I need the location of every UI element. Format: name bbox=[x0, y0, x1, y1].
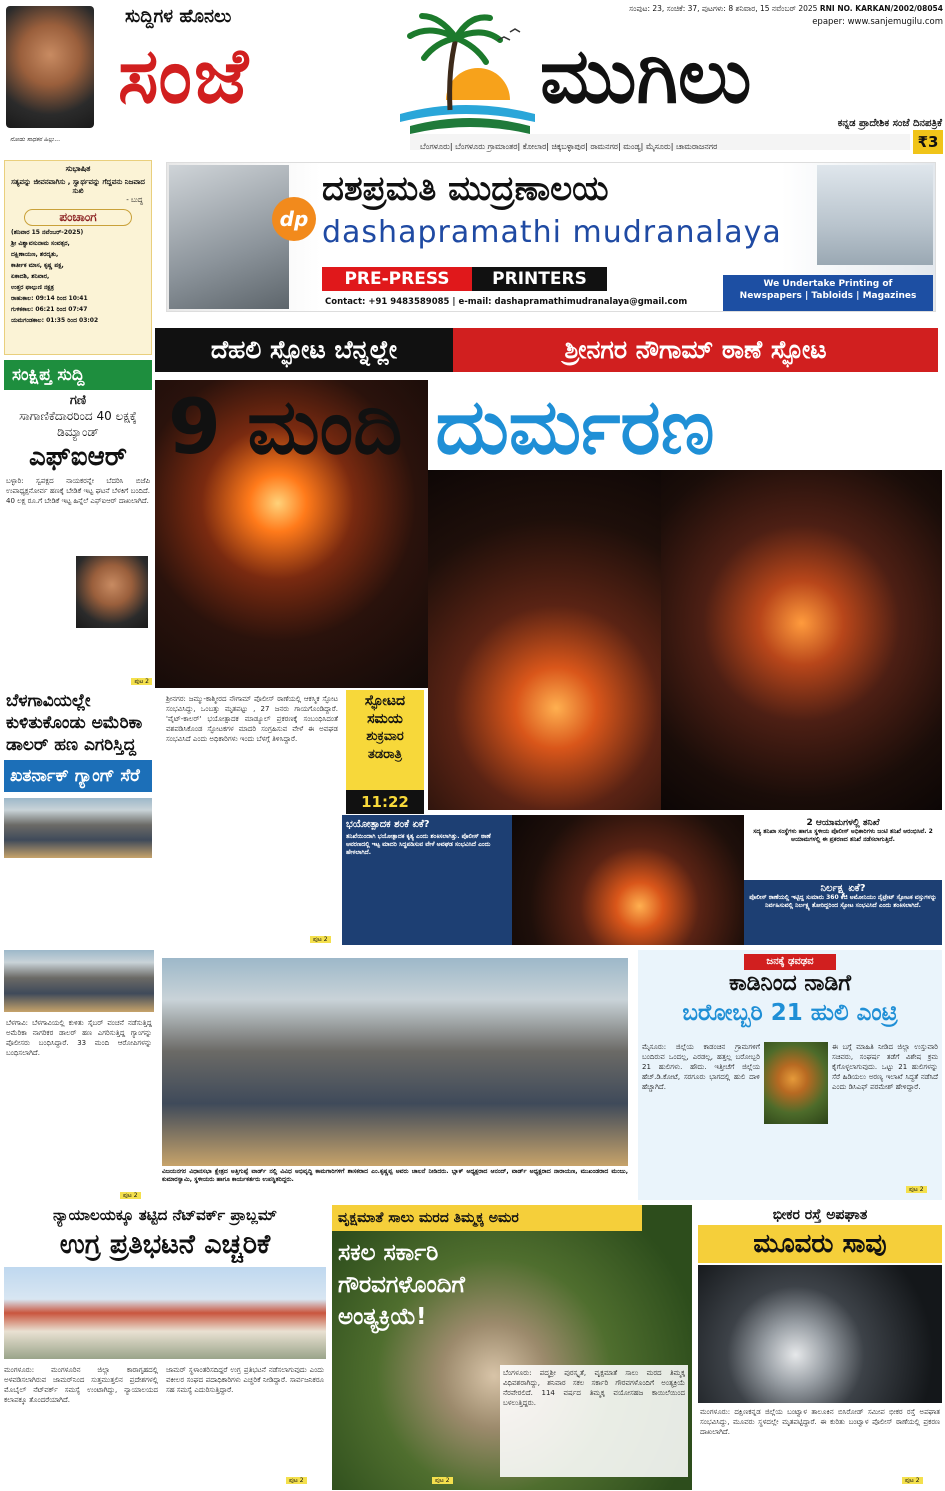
tiger-photo bbox=[764, 1042, 828, 1124]
continue-link[interactable]: ಪುಟ 2 bbox=[902, 1477, 923, 1484]
epaper-link[interactable]: epaper: www.sanjemugilu.com bbox=[812, 17, 943, 27]
tiger-story bbox=[638, 950, 942, 1200]
panchanga-item: ಏಕಾದಶಿ, ಶನಿವಾರ, bbox=[11, 273, 50, 280]
gulikakala bbox=[11, 306, 145, 314]
ad-undertake: We Undertake Printing of bbox=[763, 279, 893, 289]
price-badge: ₹3 bbox=[913, 130, 943, 154]
tiger-body-1: ಮೈಸೂರು: ಜಿಲ್ಲೆಯ ಕಾಡಂಚಿನ ಗ್ರಾಮಗಳಿಗೆ ಬಂದಿರುವ ಒಂದಲ್ಲ, ಎರಡಲ್ಲ, ಹತ್ತಲ್ಲ ಬರೋಬ್ಬರಿ 21 ಹುಲಿಗಳು. ಹೌದು. ಇತ್ತೀಚೆಗೆ ಜಿಲ್ಲೆಯ ಹೆಚ್.ಡಿ.ಕೋಟೆ, ಸರಗೂರು ಭಾಗದಲ್ಲಿ ಹುಲಿ ದಾಳಿ ಹೆಚ್ಚಾಗಿದೆ. bbox=[642, 1043, 760, 1091]
masthead-name-right: ಮುಗಿಲು bbox=[540, 31, 752, 120]
ad-tag-printers: PRINTERS bbox=[472, 267, 607, 291]
subhashita-author: - ಬುದ್ಧ bbox=[126, 196, 143, 204]
continue-link[interactable]: ಪುಟ 2 bbox=[131, 678, 152, 685]
gang-body-text: ಬೆಳಗಾವಿ: ಬೆಳಗಾವಿಯಲ್ಲಿ ಕುಳಿತು ಸೈಬರ್ ವಂಚನೆ ನಡೆಸುತ್ತಿದ್ದ ಅಮೆರಿಕಾ ನಾಗರಿಕರ ಡಾಲರ್ ಹಣ ಎಗರಿಸುತ್ತಿದ್ದ ಗ್ಯಾಂಗನ್ನು ಪೊಲೀಸರು ಬಂಧಿಸಿದ್ದಾರೆ. 33 ಮಂದಿ ಆರೋಪಿಗಳನ್ನು ಬಂಧಿಸಲಾಗಿದೆ. bbox=[6, 1019, 152, 1057]
brief-body: ಬಳ್ಳಾರಿ: ಸ್ವಪಕ್ಷದ ನಾಯಕರನ್ನೇ ಬೆದರಿಸಿ ಬಿಜೆಪಿ ಉಪಾಧ್ಯಕ್ಷನೋರ್ವ ಹಣಕ್ಕೆ ಬೇಡಿಕೆ ಇಟ್ಟ ಘಟನೆ ಬೆಳಕಿಗೆ ಬಂದಿದೆ. 40 ಲಕ್ಷ ರೂ.ಗೆ ಬೇಡಿಕೆ ಇಟ್ಟ ಹಿನ್ನೆಲೆ ಎಫ್‌ಐಆರ್ ದಾಖಲಾಗಿದೆ. bbox=[6, 477, 150, 505]
brief-header: ಸಂಕ್ಷಿಪ್ತ ಸುದ್ದಿ bbox=[4, 360, 152, 390]
terror-photo bbox=[512, 815, 744, 945]
lead-kicker-left: ದೆಹಲಿ ಸ್ಫೋಟ ಬೆನ್ನಲ್ಲೇ bbox=[155, 328, 453, 372]
editor-photo bbox=[6, 6, 94, 128]
ad-contact: Contact: +91 9483589085 | e-mail: dashapramathimudranalaya@gmail.com bbox=[325, 297, 688, 307]
subhashita-header: ಸುಭಾಷಿತ bbox=[65, 164, 91, 173]
masthead-tagline: ಸುದ್ದಿಗಳ ಹೊನಲು bbox=[125, 6, 232, 27]
accident-story bbox=[698, 1205, 942, 1490]
blast-time: 11:22 bbox=[346, 790, 424, 814]
panchanga-title: ಪಂಚಾಂಗ bbox=[24, 209, 132, 226]
court-kicker: ನ್ಯಾಯಾಲಯಕ್ಕೂ ತಟ್ಟಿದ ನೆಟ್‌ವರ್ಕ್ ಪ್ರಾಬ್ಲಮ್ bbox=[52, 1206, 278, 1224]
slogan: ನೋಡು ಸಾಧಕನ ಹಿಲ್ಲು... bbox=[10, 136, 61, 143]
brief-sub: ಸಾಗಾಣಿಕೆದಾರರಿಂದ 40 ಲಕ್ಷಕ್ಕೆ ಡಿಮ್ಯಾಂಡ್ bbox=[19, 409, 137, 439]
brief-more[interactable] bbox=[4, 678, 152, 686]
ad-title-en: dashapramathi mudranalaya bbox=[322, 215, 782, 250]
p1-body: ಸದ್ಯ ತನಿಖಾ ಸಂಸ್ಥೆಗಳು ಹಾಗೂ ಸ್ಥಳೀಯ ಪೊಲೀಸ್ ಅಧಿಕಾರಿಗಳು ಜಂಟಿ ತನಿಖೆ ಆರಂಭಿಸಿವೆ. 2 ಆಯಾಮಗಳಲ್ಲಿ ಈ ಪ್ರಕರಣದ ತನಿಖೆ ನಡೆಸಲಾಗುತ್ತಿದೆ. bbox=[753, 828, 933, 843]
ad-title-kn: ದಶಪ್ರಮತಿ ಮುದ್ರಣಾಲಯ bbox=[322, 169, 609, 209]
printer-photo bbox=[817, 165, 933, 265]
tiger-kicker: ಜನಕ್ಕೆ ಢವಢವ bbox=[744, 954, 836, 970]
thimmakka-story bbox=[332, 1205, 692, 1490]
regions-text: ಬೆಂಗಳೂರು| ಬೆಂಗಳೂರು ಗ್ರಾಮಾಂತರ| ಕೋಲಾರ| ಚಿಕ್ಕಬಳ್ಳಾಪುರ| ರಾಮನಗರ| ಮಂಡ್ಯ| ಮೈಸೂರು| ಚಾಮರಾಜನಗರ bbox=[420, 142, 718, 151]
tiger-body-2: ಈ ಬಗ್ಗೆ ಮಾಹಿತಿ ನೀಡಿದ ಜಿಲ್ಲಾ ಉಸ್ತುವಾರಿ ಸಚಿವರು, ಸಂಘರ್ಷ ತಡೆಗೆ ವಿಶೇಷ ಕ್ರಮ ಕೈಗೊಳ್ಳಲಾಗುವುದು. ಒಟ್ಟು 21 ಹುಲಿಗಳನ್ನು ಸೆರೆ ಹಿಡಿಯಲು ಅರಣ್ಯ ಇಲಾಖೆ ಸಿದ್ಧತೆ ನಡೆಸಿದೆ ಎಂದು ಡಿಸಿಎಫ್ ಪರಮೇಶ್ ಹೇಳಿದ್ದಾರೆ. bbox=[832, 1043, 938, 1091]
subhashita-box bbox=[4, 160, 152, 355]
sunrise-palm-logo bbox=[390, 10, 540, 140]
regions-strip bbox=[410, 134, 910, 150]
rahukala bbox=[11, 295, 145, 303]
panchanga-item: ದಕ್ಷಿಣಾಯಣ, ಶರದೃತು, bbox=[11, 251, 59, 258]
issue-line bbox=[565, 4, 943, 14]
accident-more[interactable] bbox=[902, 1477, 923, 1485]
investigation-panel bbox=[744, 815, 942, 880]
tiger-headline1: ಕಾಡಿನಿಂದ ನಾಡಿಗೆ bbox=[728, 971, 851, 996]
court-body-2: ಜಾಮರ್ ಸ್ಥಳಾಂತರಿಸದಿದ್ದರೆ ಉಗ್ರ ಪ್ರತಿಭಟನೆ ನಡೆಸಲಾಗುವುದು ಎಂದು ವಕೀಲರ ಸಂಘದ ಪದಾಧಿಕಾರಿಗಳು ಎಚ್ಚರಿಕೆ ನೀಡಿದ್ದಾರೆ. ಸಾರ್ವಜನಿಕರೂ ಸಹ ಸಮಸ್ಯೆ ಎದುರಿಸುತ್ತಿದ್ದಾರೆ. bbox=[166, 1366, 324, 1394]
timing-label: ರಾಹುಕಾಲ: bbox=[11, 295, 34, 302]
yamagandakala bbox=[11, 317, 145, 325]
timing-label: ಗುಳಿಕಕಾಲ: bbox=[11, 306, 34, 313]
continue-link[interactable]: ಪುಟ 2 bbox=[310, 936, 331, 943]
panchanga-item: ಕಾರ್ತೀಕ ಮಾಸ, ಕೃಷ್ಣ ಪಕ್ಷ, bbox=[11, 262, 64, 269]
lead-body bbox=[162, 690, 342, 946]
story2-headline: ಬೆಳಗಾವಿಯಲ್ಲೇ ಕುಳಿತುಕೊಂಡು ಅಮೆರಿಕಾ ಡಾಲರ್ ಹಣ ಎಗರಿಸ್ತಿದ್ದ bbox=[6, 691, 143, 755]
negligence-panel bbox=[744, 880, 942, 945]
press-machine-photo bbox=[169, 165, 289, 309]
brief-news-column bbox=[4, 360, 152, 945]
court-headline: ಉಗ್ರ ಪ್ರತಿಭಟನೆ ಎಚ್ಚರಿಕೆ bbox=[59, 1229, 271, 1260]
lead-headline-blue: ದುರ್ಮರಣ bbox=[435, 382, 715, 471]
inauguration-caption: ವಿಜಯನಗರ ವಿಧಾನಸಭಾ ಕ್ಷೇತ್ರದ ಅತ್ತಿಗುಪ್ಪೆ ವಾರ್ಡ್ ನಲ್ಲಿ ವಿವಿಧ ಅಭಿವೃದ್ಧಿ ಕಾಮಗಾರಿಗಳಿಗೆ ಶಾಸಕರಾದ ಎಂ.ಕೃಷ್ಣಪ್ಪ ಅವರು ಚಾಲನೆ ನೀಡಿದರು. ಬ್ಲಾಕ್ ಅಧ್ಯಕ್ಷರಾದ ಆನಂದ್, ವಾರ್ಡ್ ಅಧ್ಯಕ್ಷರಾದ ನಾರಾಯಣ, ಮುಖಂಡರಾದ ಮಂಜು, ಕುಮಾರಸ್ವಾಮಿ, ಸ್ಥಳೀಯರು ಹಾಗೂ ಕಾರ್ಯಕರ್ತರು ಉಪಸ್ಥಿತರಿದ್ದರು. bbox=[162, 1168, 628, 1183]
lead-body-text: ಶ್ರೀನಗರ: ಜಮ್ಮು-ಕಾಶ್ಮೀರದ ನೌಗಾಮ್ ಪೊಲೀಸ್ ಠಾಣೆಯಲ್ಲಿ ಆಕಸ್ಮಿಕ ಸ್ಫೋಟ ಸಂಭವಿಸಿದ್ದು, ಒಂಬತ್ತು ಮೃತಪಟ್ಟು , 27 ಜನರು ಗಾಯಗೊಂಡಿದ್ದಾರೆ. 'ವೈಟ್-ಕಾಲರ್' ಭಯೋತ್ಪಾದಕ ಮಾಡ್ಯೂಲ್ ಪ್ರಕರಣಕ್ಕೆ ಸಂಬಂಧಿಸಿದಂತೆ ವಶಪಡಿಸಿಕೊಂಡ ಸ್ಫೋಟಕಗಳ ಮಾದರಿ ಸಂಗ್ರಹಿಸುವ ವೇಳೆ ಈ ಅವಘಡ ಸಂಭವಿಸಿದೆ ಎಂದು ಅಧಿಕಾರಿಗಳು ಇಂದು ಬೆಳಗ್ಗೆ ತಿಳಿಸಿದ್ದಾರೆ. bbox=[166, 695, 338, 743]
ad-logo: dp bbox=[272, 197, 316, 241]
timing-value: 01:35 ರಿಂದ 03:02 bbox=[46, 317, 99, 324]
timing-value: 06:21 ರಿಂದ 07:47 bbox=[35, 306, 88, 313]
continue-link[interactable]: ಪುಟ 2 bbox=[286, 1477, 307, 1484]
masthead-name-left: ಸಂಜೆ bbox=[118, 31, 251, 120]
terror-panel bbox=[342, 815, 512, 945]
story2-banner: ಖತರ್ನಾಕ್ ಗ್ಯಾಂಗ್ ಸೆರೆ bbox=[4, 760, 152, 792]
accident-photo bbox=[698, 1265, 942, 1403]
p2-title: ನಿರ್ಲಕ್ಷ್ಯ ಏಕೆ? bbox=[820, 883, 866, 894]
gang-more[interactable] bbox=[120, 1192, 141, 1200]
court-story bbox=[4, 1205, 326, 1490]
time-l2: ಸಮಯ bbox=[367, 711, 403, 727]
court-photo bbox=[4, 1267, 326, 1359]
gang-photo bbox=[4, 950, 154, 1012]
time-l1: ಸ್ಫೋಟದ bbox=[364, 693, 406, 709]
brief-kicker: ಗಣಿ bbox=[69, 393, 87, 408]
terror-title: ಭಯೋತ್ಪಾದಕ ಶಂಕೆ ಏಕೆ? bbox=[346, 819, 430, 830]
timing-value: 09:14 ರಿಂದ 10:41 bbox=[35, 295, 88, 302]
court-more[interactable] bbox=[286, 1477, 307, 1485]
masthead bbox=[0, 0, 945, 158]
lead-more[interactable] bbox=[310, 936, 331, 944]
continue-link[interactable]: ಪುಟ 2 bbox=[906, 1186, 927, 1193]
rni-number: RNI NO. KARKAN/2002/08054 bbox=[819, 4, 943, 13]
lead-photo-2 bbox=[428, 470, 661, 810]
thimmakka-more[interactable] bbox=[432, 1477, 453, 1485]
ad-products-box bbox=[723, 275, 933, 311]
p1-title: 2 ಆಯಾಮಗಳಲ್ಲಿ ತನಿಖೆ bbox=[806, 818, 880, 828]
lead-photo-3 bbox=[661, 470, 942, 810]
thimmakka-headline bbox=[338, 1237, 538, 1333]
thimmakka-kicker: ವೃಕ್ಷಮಾತೆ ಸಾಲು ಮರದ ತಿಮ್ಮಕ್ಕ ಅಮರ bbox=[332, 1205, 642, 1231]
timing-label: ಯಮಗಂಡಕಾಲ: bbox=[11, 317, 44, 324]
terror-body: ತನಿಖೆಯಿಂದಾಗಿ ಭಯೋತ್ಪಾದಕ ಕೃತ್ಯ ಎಂದು ಶಂಕಿಸಲಾಗಿತ್ತು. ಪೊಲೀಸ್ ಠಾಣೆ ಆವರಣದಲ್ಲಿ ಇಟ್ಟ ಮಾದರಿ ಸಿದ್ಧಪಡಿಸುವ ವೇಳೆ ಅವಘಡ ಸಂಭವಿಸಿದೆ ಎಂದು ಹೇಳಲಾಗಿದೆ. bbox=[346, 833, 491, 856]
ad-products: Newspapers | Tabloids | Magazines bbox=[739, 291, 917, 301]
gang-body bbox=[4, 1016, 154, 1188]
lead-kicker-right: ಶ್ರೀನಗರ ನೌಗಾಮ್ ಠಾಣೆ ಸ್ಫೋಟ bbox=[453, 328, 938, 372]
tiger-more[interactable] bbox=[906, 1186, 927, 1194]
thimmakka-h2: ಗೌರವಗಳೊಂದಿಗೆ bbox=[338, 1272, 465, 1298]
brief-headline: ಎಫ್‌ಐಆರ್ bbox=[29, 442, 127, 472]
thimmakka-h1: ಸಕಲ ಸರ್ಕಾರಿ bbox=[338, 1240, 439, 1266]
thimmakka-h3: ಅಂತ್ಯಕ್ರಿಯೆ! bbox=[338, 1304, 427, 1330]
lead-headline bbox=[168, 380, 938, 474]
p2-body: ಪೊಲೀಸ್ ಠಾಣೆಯಲ್ಲಿ ಇಟ್ಟಿದ್ದ ಸುಮಾರು 360 ಕೆಜಿ ಅಮೋನಿಯಂ ನೈಟ್ರೇಟ್ ಸ್ಫೋಟಕ ವಸ್ತುಗಳನ್ನು ನಿರ್ವಹಿಸುವಲ್ಲಿ ನಿರ್ಲಕ್ಷ್ಯ ತೋರಿದ್ದರಿಂದ ಸ್ಫೋಟ ಸಂಭವಿಸಿದೆ ಎಂದು ಶಂಕಿಸಲಾಗಿದೆ. bbox=[749, 894, 937, 909]
paper-desc: ಕನ್ನಡ ಪ್ರಾದೇಶಿಕ ಸಂಜೆ ದಿನಪತ್ರಿಕೆ bbox=[837, 118, 942, 129]
issue-info: ಸಂಪುಟ: 23, ಸಂಚಿಕೆ: 37, ಪುಟಗಳು: 8 ಶನಿವಾರ, 15 ನವೆಂಬರ್ 2025 bbox=[629, 4, 818, 13]
panchanga-list bbox=[5, 240, 151, 325]
panchanga-date: (ಶನಿವಾರ 15 ನವೆಂಬರ್-2025) bbox=[11, 229, 84, 236]
continue-link[interactable]: ಪುಟ 2 bbox=[432, 1477, 453, 1484]
time-l4: ತಡರಾತ್ರಿ bbox=[367, 747, 403, 762]
tiger-headline2: ಬರೋಬ್ಬರಿ 21 ಹುಲಿ ಎಂಟ್ರಿ bbox=[682, 1000, 898, 1026]
continue-link[interactable]: ಪುಟ 2 bbox=[120, 1192, 141, 1199]
printing-ad[interactable] bbox=[166, 162, 936, 312]
brief-photo bbox=[76, 556, 148, 628]
story2-photo bbox=[4, 798, 152, 858]
court-body-1: ಮಂಗಳೂರು: ಮಂಗಳೂರಿನ ಜಿಲ್ಲಾ ಕಾರಾಗೃಹದಲ್ಲಿ ಅಳವಡಿಸಲಾಗಿರುವ ಜಾಮರ್‌ನಿಂದ ಸುತ್ತಮುತ್ತಲಿನ ಪ್ರದೇಶಗಳಲ್ಲಿ ಮೊಬೈಲ್ ನೆಟ್‌ವರ್ಕ್ ಸಮಸ್ಯೆ ಉಂಟಾಗಿದ್ದು, ನ್ಯಾಯಾಲಯದ ಕಲಾಪಕ್ಕೂ ತೊಂದರೆಯಾಗಿದೆ. bbox=[4, 1366, 158, 1404]
accident-body: ಮಂಗಳೂರು: ದಕ್ಷಿಣಕನ್ನಡ ಜಿಲ್ಲೆಯ ಬಂಟ್ವಾಳ ತಾಲೂಕಿನ ಬಿಸಿರೋಡ್ ಸಮೀಪ ಭೀಕರ ರಸ್ತೆ ಅಪಘಾತ ಸಂಭವಿಸಿದ್ದು, ಮೂವರು ಸ್ಥಳದಲ್ಲೇ ಮೃತಪಟ್ಟಿದ್ದಾರೆ. ಈ ಕುರಿತು ಬಂಟ್ವಾಳ ಪೊಲೀಸ್ ಠಾಣೆಯಲ್ಲಿ ಪ್ರಕರಣ ದಾಖಲಾಗಿದೆ. bbox=[700, 1408, 940, 1436]
subhashita-text: ಸತ್ಯವನ್ನು ಜೀವನವಾಗಿಸು , ಸ್ವಾರ್ಥವನ್ನು ಗೆದ್ದವನು ನಿಜವಾದ ಸುಖಿ bbox=[11, 178, 145, 195]
ad-tag-prepress: PRE-PRESS bbox=[322, 267, 472, 291]
time-l3: ಶುಕ್ರವಾರ bbox=[366, 729, 404, 744]
accident-headline: ಮೂವರು ಸಾವು bbox=[698, 1225, 942, 1263]
accident-kicker: ಭೀಕರ ರಸ್ತೆ ಅಪಘಾತ bbox=[772, 1207, 868, 1223]
inauguration-photo bbox=[162, 958, 628, 1166]
thimmakka-body: ಬೆಂಗಳೂರು: ಪದ್ಮಶ್ರೀ ಪುರಸ್ಕೃತೆ, ವೃಕ್ಷಮಾತೆ ಸಾಲು ಮರದ ತಿಮ್ಮಕ್ಕ ವಿಧಿವಶರಾಗಿದ್ದು, ಶನಿವಾರ ಸಕಲ ಸರ್ಕಾರಿ ಗೌರವಗಳೊಂದಿಗೆ ಅಂತ್ಯಕ್ರಿಯೆ ನೆರವೇರಲಿದೆ. 114 ವರ್ಷದ ತಿಮ್ಮಕ್ಕ ವಯೋಸಹಜ ಕಾಯಿಲೆಯಿಂದ ಬಳಲುತ್ತಿದ್ದರು. bbox=[500, 1365, 688, 1477]
panchanga-item: ಶ್ರೀ ವಿಶ್ವಾವಸುನಾಮ ಸಂವತ್ಸರ, bbox=[11, 240, 70, 247]
panchanga-item: ಉತ್ತರ ಫಾಲ್ಗುಣಿ ನಕ್ಷತ್ರ bbox=[11, 284, 54, 291]
lead-headline-black: 9 ಮಂದಿ bbox=[168, 382, 403, 471]
